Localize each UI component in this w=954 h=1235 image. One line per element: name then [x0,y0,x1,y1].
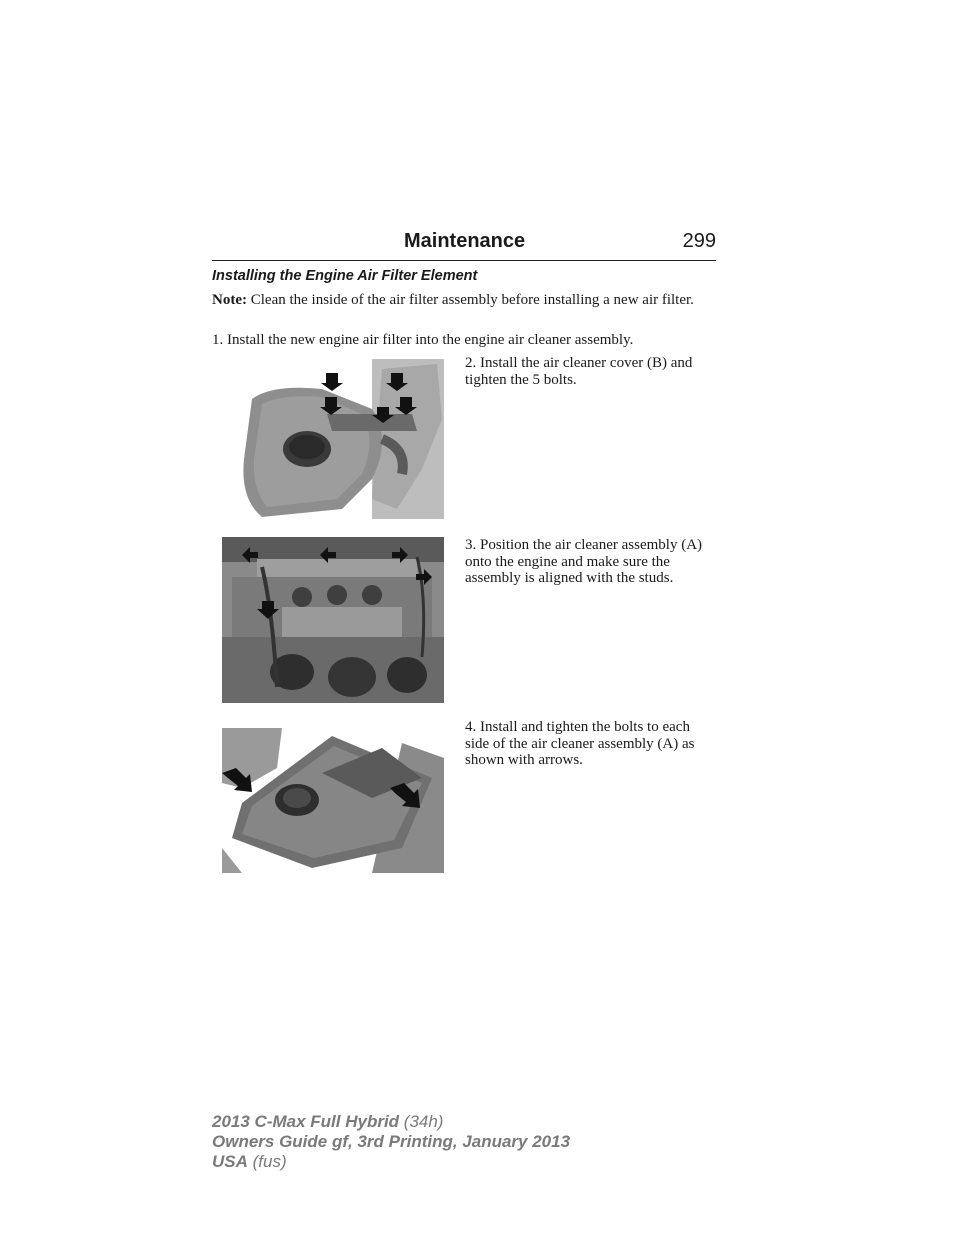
note-text: Clean the inside of the air filter assembly before installing a new air filter. [246,292,694,308]
step-4-text: 4. Install and tighten the bolts to each side of the air cleaner assembly (A) as shown with arrows. [465,719,695,768]
figure-air-cleaner-bolts [222,728,444,873]
footer-line-2: Owners Guide gf, 3rd Printing, January 2013 [212,1132,571,1151]
step-2-text: 2. Install the air cleaner cover (B) and tighten the 5 bolts. [465,355,693,388]
air-cleaner-bolts-illustration [222,728,444,873]
page-header [212,230,716,261]
footer-line-1: 2013 C-Max Full Hybrid (34h) [212,1112,444,1131]
section-title: Maintenance [404,230,526,252]
step-1-text: 1. Install the new engine air filter into the engine air cleaner assembly. [212,332,634,348]
figure-engine-studs [222,537,444,703]
subheading: Installing the Engine Air Filter Element [212,268,478,284]
air-cleaner-cover-illustration [222,359,444,519]
page-number: 299 [682,230,716,252]
note-paragraph [212,292,717,309]
engine-studs-illustration [222,537,444,703]
note-label: Note: [212,292,247,308]
footer [212,1112,570,1172]
footer-line-3: USA (fus) [212,1152,287,1171]
step-3-text: 3. Position the air cleaner assembly (A) onto the engine and make sure the assembly is aligned with the studs. [465,537,703,586]
figure-air-cleaner-cover [222,359,444,519]
